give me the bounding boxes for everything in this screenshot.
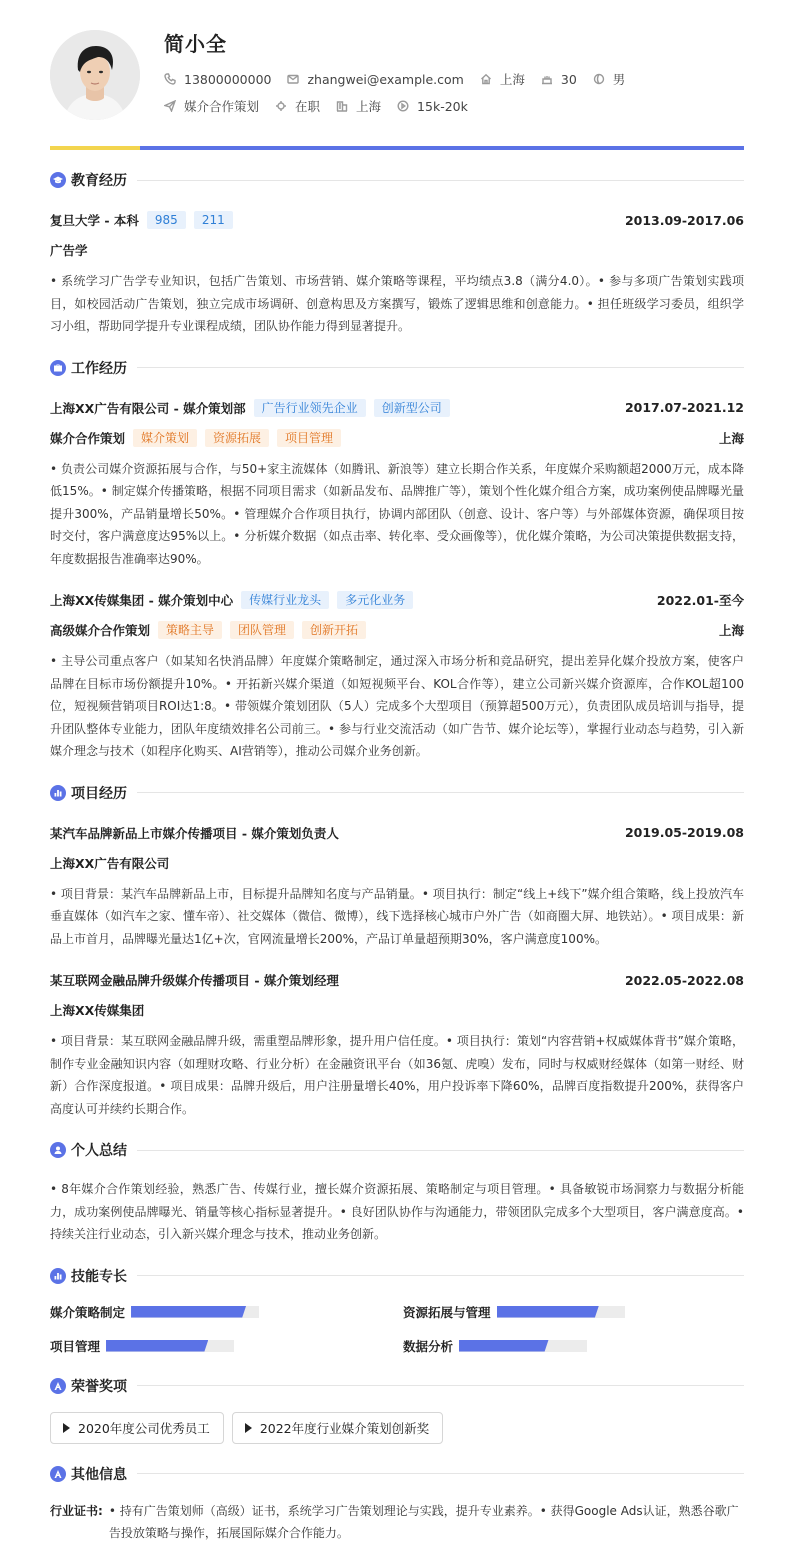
skill-bar [459,1340,587,1352]
section-header [50,783,744,803]
project-entry [50,970,744,1120]
skill-item [403,1302,744,1322]
honor-item [232,1412,443,1444]
phone-text: 13800000000 [184,71,272,87]
resume-header [50,0,744,146]
school-name: 复旦大学 - 本科 [50,213,139,228]
education-description: • 系统学习广告学专业知识，包括广告策划、市场营销、媒介策略等课程，平均绩点3.8（满分4.0）。• 参与多项广告策划实践项目，如校园活动广告策划，独立完成市场调研、创意构思及方案撰写，锻炼了逻辑思维和创意能力。• 担任班级学习委员，组织学习小组，帮助同学提升专业课程成绩，团队协作能力得到显著提升。 [50,274,744,333]
location-text: 上海 [499,72,525,87]
position-text: 媒介合作策划 [184,99,260,114]
role-tag: 策略主导 [158,621,222,639]
section-title: 项目经历 [71,785,127,802]
education-entry [50,210,744,338]
certificates-label: 行业证书: [50,1503,103,1518]
award-icon [50,1378,66,1394]
section-header [50,1464,744,1484]
section-divider [137,792,744,793]
gender-text: 男 [612,72,626,87]
money-icon [397,100,409,112]
status-item [275,97,320,115]
section-header [50,358,744,378]
honors-list [50,1412,744,1444]
honor-item [50,1412,224,1444]
email-item [287,72,463,87]
section-header [50,1140,744,1160]
age-icon [541,73,553,85]
honors-section [50,1376,744,1444]
home-icon [480,73,492,85]
school-tag: 211 [194,211,233,229]
skill-bar [497,1306,625,1318]
project-description: • 项目背景：某互联网金融品牌升级，需重塑品牌形象，提升用户信任度。• 项目执行：策划“内容营销+权威媒体背书”媒介策略，制作专业金融知识内容（如理财攻略、行业分析）在金融资讯平台（如36氪、虎嗅）发布，同时与权威财经媒体（如第一财经、财新）合作深度报道。• 项目成果：品牌升级后，用户注册量增长40%，用户投诉率下降60%，品牌百度指数提升200%，获得客户高度认可并续约长期合作。 [50,1034,744,1116]
certificates-text: • 持有广告策划师（高级）证书，系统学习广告策划理论与实践，提升专业素养。• 获得Google Ads认证，熟悉谷歌广告投放策略与操作，拓展国际媒介合作能力。 [108,1503,739,1540]
section-divider [137,180,744,181]
play-icon [63,1423,70,1433]
honor-label: 2020年度公司优秀员工 [78,1420,210,1436]
skill-item [403,1336,744,1356]
section-divider [137,1473,744,1474]
email-text: zhangwei@example.com [307,71,464,87]
work-city: 上海 [718,430,744,446]
candidate-name: 简小全 [164,32,227,56]
section-title: 荣誉奖项 [71,1378,127,1395]
skill-name: 数据分析 [403,1338,454,1354]
status-text: 在职 [295,99,321,114]
skills-grid [50,1302,744,1356]
certificates-row [50,1500,744,1545]
section-title: 其他信息 [71,1466,127,1483]
section-divider [137,367,744,368]
company-name: 上海XX传媒集团 - 媒介策划中心 [50,593,234,608]
play-icon [245,1423,252,1433]
summary-description: • 8年媒介合作策划经验，熟悉广告、传媒行业，擅长媒介资源拓展、策略制定与项目管理。• 具备敏锐市场洞察力与数据分析能力，成功案例使品牌曝光、销量等核心指标显著提升。• 良好团队协作与沟通能力，带领团队完成多个大型项目，客户满意度高。• 持续关注行业动态，引入新兴媒介理念与技术，推动业务创新。 [50,1182,744,1241]
section-title: 工作经历 [71,360,127,377]
phone-item [164,72,271,87]
section-header [50,1266,744,1286]
city-text: 上海 [356,99,382,114]
role-tag: 项目管理 [277,429,341,447]
skill-bar [106,1340,234,1352]
job-title: 媒介合作策划 [50,430,126,446]
skill-bar-fill [106,1340,208,1352]
project-date: 2019.05-2019.08 [624,825,744,840]
work-description: • 主导公司重点客户（如某知名快消品牌）年度媒介策略制定，通过深入市场分析和竞品研究，提出差异化媒介投放方案，使客户品牌在目标市场份额提升10%。• 开拓新兴媒介渠道（如短视频平台、KOL合作等），建立公司新兴媒介资源库，合作KOL超100位，短视频营销项目ROI达1:8。• 带领媒介策划团队（5人）完成多个大型项目（预算超500万元），负责团队成员培训与指导，提升团队整体专业能力，团队年度绩效排名公司前三。• 参与行业交流活动（如广告节、媒介论坛等），掌握行业动态与趋势，引入新媒介理念与技术（如程序化购买、AI营销等），推动公司媒介业务创新。 [50,654,744,758]
mail-icon [287,73,299,85]
city-item [336,97,381,115]
header-divider-accent [50,146,140,150]
work-date: 2022.01-至今 [656,593,744,608]
work-city: 上海 [718,623,744,638]
company-tag: 创新型公司 [374,399,450,417]
intent-row [164,97,484,115]
salary-text: 15k-20k [417,98,468,114]
section-divider [137,1275,744,1276]
projects-section [50,783,744,1121]
work-entry [50,590,744,763]
job-title: 高级媒介合作策划 [50,623,151,638]
skill-name: 媒介策略制定 [50,1304,126,1320]
gender-item [593,70,626,88]
project-description: • 项目背景：某汽车品牌新品上市，目标提升品牌知名度与产品销量。• 项目执行：制定“线上+线下”媒介组合策略，线上投放汽车垂直媒体（如汽车之家、懂车帝）、社交媒体（微信、微博），线下选择核心城市户外广告（如商圈大屏、地铁站）。• 项目成果：新品上市首月，品牌曝光量达1亿+次，官网流量增长200%，产品订单量超预期30%，客户满意度100%。 [50,886,744,946]
other-section [50,1464,744,1545]
section-title: 个人总结 [71,1143,127,1159]
gender-icon [593,73,605,85]
section-title: 技能专长 [71,1268,127,1285]
age-item [541,72,577,87]
project-org: 上海XX广告有限公司 [50,855,170,871]
work-date: 2017.07-2021.12 [624,400,744,415]
skill-item [50,1302,403,1322]
location-item [480,70,525,88]
company-tag: 广告行业领先企业 [254,399,366,417]
skill-item [50,1336,403,1356]
position-item [164,97,259,115]
project-name: 某汽车品牌新品上市媒介传播项目 - 媒介策划负责人 [50,825,339,841]
contact-row [164,70,641,88]
user-icon [50,1142,66,1158]
briefcase-icon [50,360,66,376]
work-description: • 负责公司媒介资源拓展与合作，与50+家主流媒体（如腾讯、新浪等）建立长期合作关系，年度媒介采购额超2000万元，成本降低15%。• 制定媒介传播策略，根据不同项目需求（如新品发布、品牌推广等），策划个性化媒介组合方案，成功案例使品牌曝光量提升300%，产品销量增长50%。• 管理媒介合作项目执行，协调内部团队（创意、设计、客户等）与外部媒体资源，确保项目按时交付，客户满意度达95%以上。• 分析媒介数据（如点击率、转化率、受众画像等），优化媒介策略，为公司决策提供数据支持，年度数据报告准确率达90%。 [50,461,744,566]
project-name: 某互联网金融品牌升级媒介传播项目 - 媒介策划经理 [50,973,339,988]
bar-chart-icon [50,785,66,801]
section-header [50,170,744,190]
summary-section [50,1140,744,1246]
education-section [50,170,744,338]
company-tag: 传媒行业龙头 [241,591,329,609]
role-tag: 媒介策划 [133,429,197,447]
section-divider [137,1150,744,1151]
role-tag: 资源拓展 [205,429,269,447]
age-text: 30 [560,71,577,87]
skills-section [50,1266,744,1356]
phone-icon [164,73,176,85]
major-name: 广告学 [50,243,88,258]
education-date: 2013.09-2017.06 [624,212,744,228]
project-date: 2022.05-2022.08 [624,972,744,988]
header-divider [50,146,744,150]
section-divider [137,1385,744,1386]
avatar-portrait [50,30,140,120]
honor-label: 2022年度行业媒介策划创新奖 [259,1420,430,1436]
project-entry [50,823,744,951]
work-section [50,358,744,763]
school-tag: 985 [147,211,186,229]
skill-bar [131,1306,259,1318]
bar-chart-icon [50,1268,66,1284]
status-icon [275,100,287,112]
salary-item [397,99,468,114]
company-tag: 多元化业务 [337,591,413,609]
role-tag: 团队管理 [230,621,294,639]
role-tag: 创新开拓 [302,621,366,639]
skill-bar-fill [497,1306,599,1318]
building-icon [336,100,348,112]
section-title: 教育经历 [71,173,127,189]
work-entry [50,398,744,571]
skill-name: 项目管理 [50,1338,101,1354]
send-icon [164,100,176,112]
project-org: 上海XX传媒集团 [50,1003,145,1018]
skill-name: 资源拓展与管理 [403,1304,491,1320]
company-name: 上海XX广告有限公司 - 媒介策划部 [50,400,246,416]
avatar [50,30,140,120]
section-header [50,1376,744,1396]
skill-bar-fill [131,1306,246,1318]
award-icon [50,1466,66,1482]
graduation-cap-icon [50,172,66,188]
skill-bar-fill [459,1340,549,1352]
